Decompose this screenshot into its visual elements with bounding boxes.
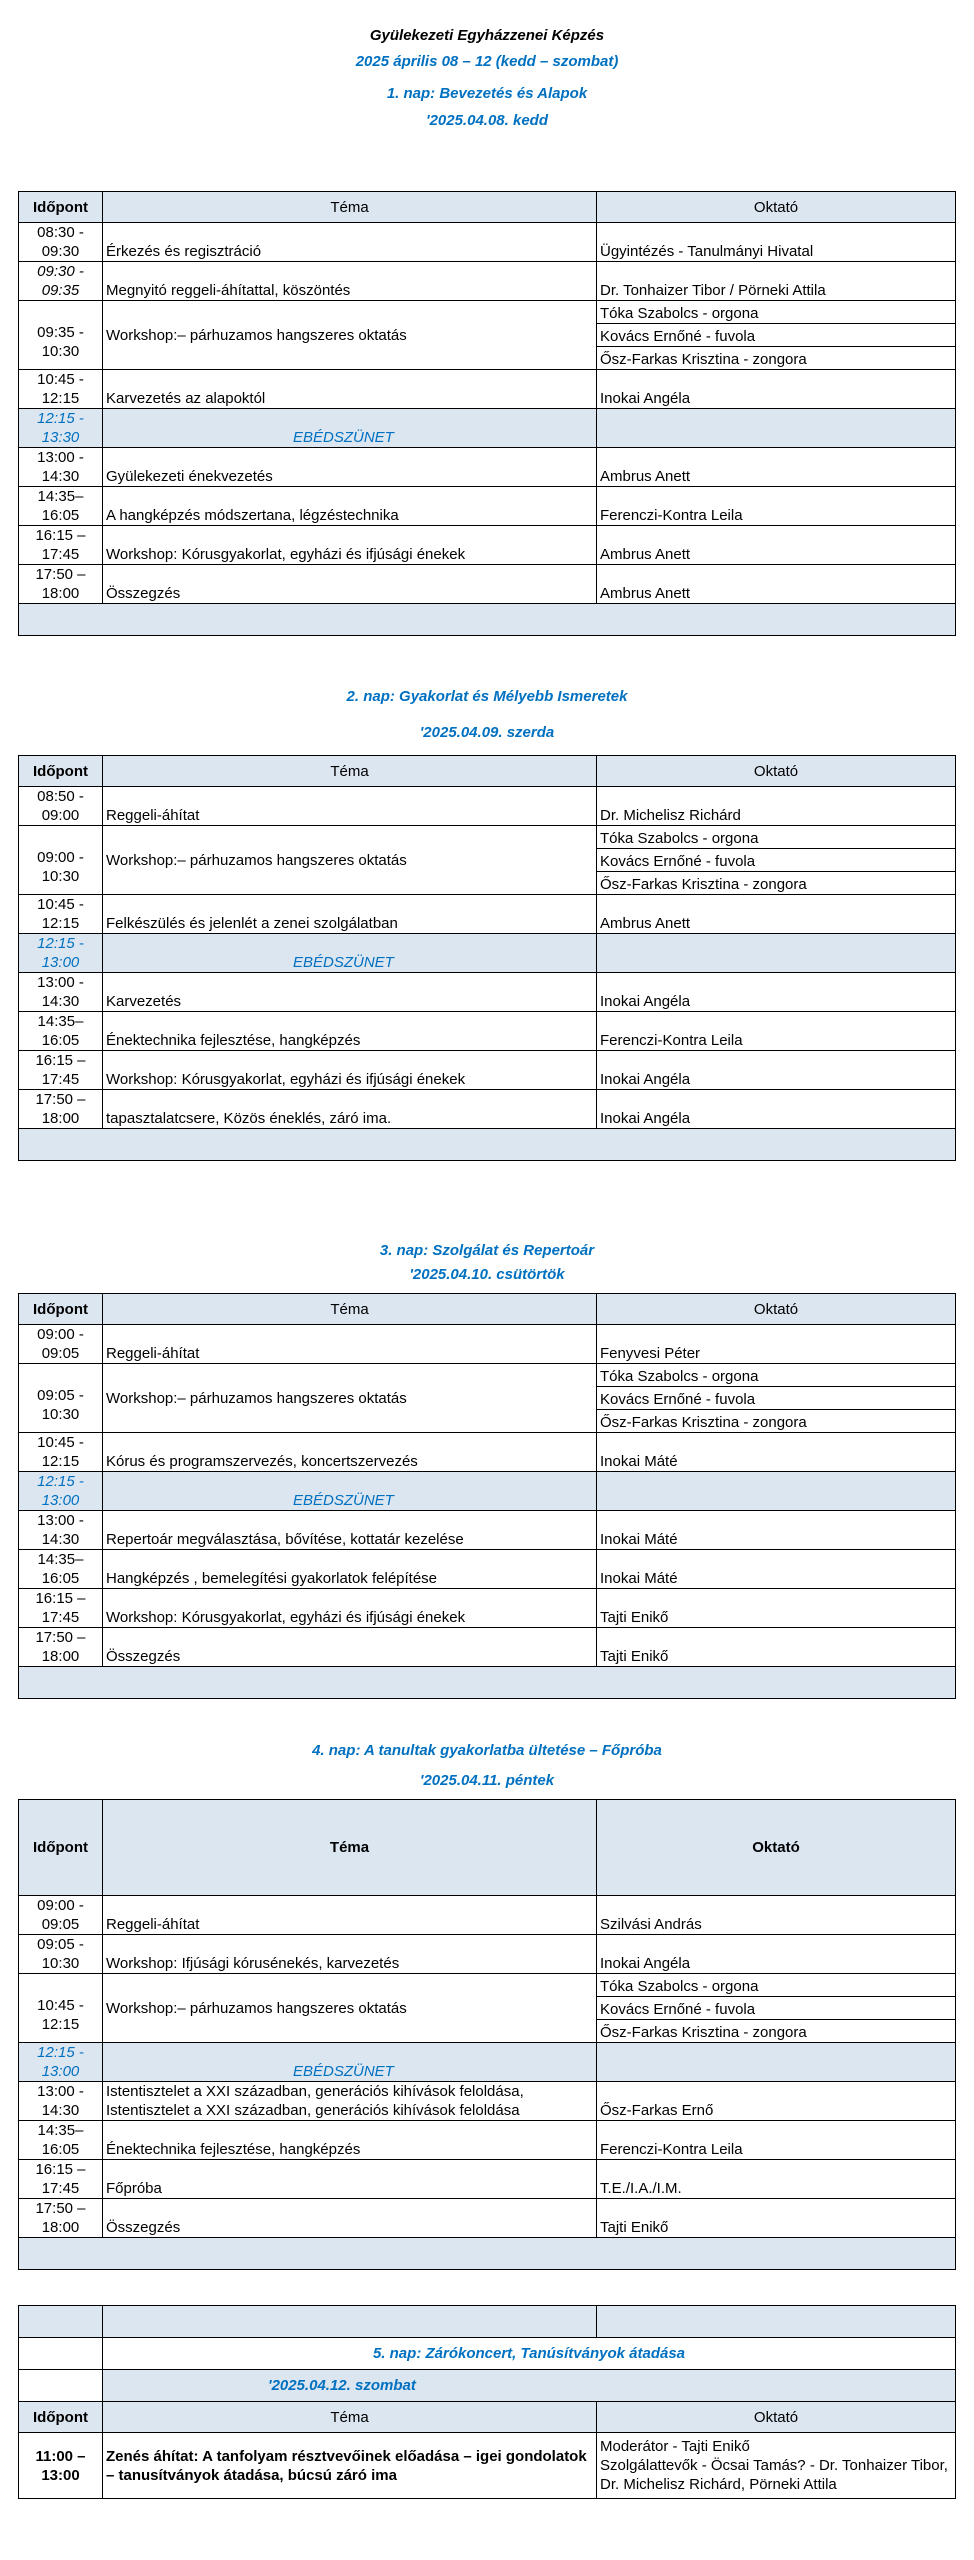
topic-cell: Repertoár megválasztása, bővítése, kottatár kezelése — [103, 1511, 597, 1550]
table-row — [19, 1051, 956, 1090]
topic-cell: Istentisztelet a XXI században, generációs kihívások feloldása, Istentisztelet a XXI században, generációs kihívások feloldása — [103, 2082, 597, 2121]
teacher-cell: Dr. Tonhaizer Tibor / Pörneki Attila — [597, 262, 956, 301]
table-row — [19, 370, 956, 409]
time-cell: 16:15 – 17:45 — [19, 2160, 103, 2199]
schedule-table — [18, 1799, 956, 2270]
time-cell: 12:15 - 13:00 — [19, 2043, 103, 2082]
col-header-time: Időpont — [19, 756, 103, 787]
table-row — [19, 301, 956, 324]
time-cell: 13:00 - 14:30 — [19, 973, 103, 1012]
topic-cell: Workshop:– párhuzamos hangszeres oktatás — [103, 826, 597, 895]
topic-cell: Workshop: Kórusgyakorlat, egyházi és ifjúsági énekek — [103, 1051, 597, 1090]
teacher-cell: Fenyvesi Péter — [597, 1325, 956, 1364]
teacher-cell — [597, 2043, 956, 2082]
teacher-cell: Ambrus Anett — [597, 526, 956, 565]
lunch-label: EBÉDSZÜNET — [103, 409, 597, 448]
teacher-cell: Inokai Angéla — [597, 973, 956, 1012]
table-row — [19, 1974, 956, 1997]
topic-cell: Reggeli-áhítat — [103, 1325, 597, 1364]
time-cell: 08:30 - 09:30 — [19, 223, 103, 262]
topic-cell: tapasztalatcsere, Közös éneklés, záró ima. — [103, 1090, 597, 1129]
topic-cell: Workshop:– párhuzamos hangszeres oktatás — [103, 1974, 597, 2043]
teacher-cell: Ősz-Farkas Krisztina - zongora — [597, 2020, 956, 2043]
lunch-row — [19, 934, 956, 973]
time-cell: 09:00 - 10:30 — [19, 826, 103, 895]
lunch-label: EBÉDSZÜNET — [103, 1472, 597, 1511]
table-row — [19, 826, 956, 849]
day-date: '2025.04.09. szerda — [419, 724, 555, 741]
time-cell: 16:15 – 17:45 — [19, 1051, 103, 1090]
teacher-cell: Szilvási András — [597, 1896, 956, 1935]
day-title: 2. nap: Gyakorlat és Mélyebb Ismeretek — [346, 688, 628, 705]
table-row — [19, 1550, 956, 1589]
teacher-cell: Kovács Ernőné - fuvola — [597, 324, 956, 347]
col-header-topic: Téma — [103, 1800, 597, 1896]
teacher-cell: Dr. Michelisz Richárd — [597, 787, 956, 826]
time-cell: 12:15 - 13:00 — [19, 934, 103, 973]
header-row — [19, 1800, 956, 1896]
time-cell: 13:00 - 14:30 — [19, 1511, 103, 1550]
table-row — [19, 526, 956, 565]
table-row — [19, 262, 956, 301]
teacher-cell: Inokai Máté — [597, 1511, 956, 1550]
topic-cell: Reggeli-áhítat — [103, 1896, 597, 1935]
teacher-cell: Tajti Enikő — [597, 1628, 956, 1667]
time-cell: 17:50 – 18:00 — [19, 565, 103, 604]
time-cell: 13:00 - 14:30 — [19, 2082, 103, 2121]
schedule-table — [18, 191, 956, 636]
teacher-cell: Ambrus Anett — [597, 895, 956, 934]
col-header-topic: Téma — [103, 1294, 597, 1325]
teacher-cell: T.E./I.A./I.M. — [597, 2160, 956, 2199]
day-title: 4. nap: A tanultak gyakorlatba ültetése – Főpróba — [312, 1742, 662, 1759]
table-row — [19, 1896, 956, 1935]
table-row — [19, 1589, 956, 1628]
col-header-topic: Téma — [103, 2402, 597, 2433]
teacher-cell: Inokai Angéla — [597, 370, 956, 409]
table-row — [19, 973, 956, 1012]
teacher-cell: Ügyintézés - Tanulmányi Hivatal — [597, 223, 956, 262]
footer-cell — [19, 604, 956, 636]
footer-row — [19, 604, 956, 636]
header-row — [19, 756, 956, 787]
topic-cell: Karvezetés — [103, 973, 597, 1012]
day-date: '2025.04.12. szombat — [103, 2370, 956, 2402]
teacher-cell: Tóka Szabolcs - orgona — [597, 1364, 956, 1387]
day-date: '2025.04.11. péntek — [419, 1772, 555, 1789]
teacher-cell: Ferenczi-Kontra Leila — [597, 1012, 956, 1051]
col-header-time: Időpont — [19, 1800, 103, 1896]
time-cell: 08:50 - 09:00 — [19, 787, 103, 826]
teacher-cell: Ambrus Anett — [597, 448, 956, 487]
teacher-cell: Tóka Szabolcs - orgona — [597, 826, 956, 849]
time-cell: 14:35– 16:05 — [19, 2121, 103, 2160]
teacher-cell: Kovács Ernőné - fuvola — [597, 1997, 956, 2020]
lunch-row — [19, 2043, 956, 2082]
topic-cell: Énektechnika fejlesztése, hangképzés — [103, 2121, 597, 2160]
time-cell: 10:45 - 12:15 — [19, 370, 103, 409]
topic-cell: Hangképzés , bemelegítési gyakorlatok felépítése — [103, 1550, 597, 1589]
table-row — [19, 1364, 956, 1387]
table-row — [19, 1090, 956, 1129]
teacher-cell: Tóka Szabolcs - orgona — [597, 301, 956, 324]
topic-cell: Összegzés — [103, 1628, 597, 1667]
teacher-cell: Inokai Angéla — [597, 1051, 956, 1090]
table-row — [19, 2160, 956, 2199]
teacher-cell — [597, 1472, 956, 1511]
table-row — [19, 448, 956, 487]
topic-cell: Főpróba — [103, 2160, 597, 2199]
time-cell: 09:30 - 09:35 — [19, 262, 103, 301]
topic-cell: Workshop: Kórusgyakorlat, egyházi és ifjúsági énekek — [103, 526, 597, 565]
teacher-cell: Inokai Angéla — [597, 1935, 956, 1974]
teacher-cell: Ősz-Farkas Krisztina - zongora — [597, 347, 956, 370]
col-header-teacher: Oktató — [597, 2402, 956, 2433]
table-row — [19, 1433, 956, 1472]
doc-title: Gyülekezeti Egyházzenei Képzés — [369, 27, 605, 44]
topic-cell: Felkészülés és jelenlét a zenei szolgálatban — [103, 895, 597, 934]
table-row — [19, 1935, 956, 1974]
day-title: 3. nap: Szolgálat és Repertoár — [379, 1242, 595, 1259]
table-row — [19, 487, 956, 526]
time-cell: 14:35– 16:05 — [19, 1550, 103, 1589]
time-cell: 09:05 - 10:30 — [19, 1935, 103, 1974]
time-cell: 12:15 - 13:30 — [19, 409, 103, 448]
schedule-table — [18, 1293, 956, 1699]
col-header-teacher: Oktató — [597, 1294, 956, 1325]
footer-row — [19, 1129, 956, 1161]
day-date: '2025.04.10. csütörtök — [409, 1266, 565, 1283]
time-cell: 13:00 - 14:30 — [19, 448, 103, 487]
table-row — [19, 1325, 956, 1364]
teacher-cell: Kovács Ernőné - fuvola — [597, 849, 956, 872]
teacher-cell — [597, 409, 956, 448]
table-row — [19, 1511, 956, 1550]
table-row — [19, 1012, 956, 1051]
table-row — [19, 2082, 956, 2121]
teacher-cell: Ősz-Farkas Krisztina - zongora — [597, 1410, 956, 1433]
time-cell: 10:45 - 12:15 — [19, 1974, 103, 2043]
table-row — [19, 1628, 956, 1667]
topic-cell: Reggeli-áhítat — [103, 787, 597, 826]
time-cell: 09:00 - 09:05 — [19, 1896, 103, 1935]
col-header-topic: Téma — [103, 756, 597, 787]
teacher-cell: Inokai Máté — [597, 1550, 956, 1589]
lunch-label: EBÉDSZÜNET — [103, 2043, 597, 2082]
footer-row — [19, 2238, 956, 2270]
footer-cell — [19, 1129, 956, 1161]
schedule-table — [18, 755, 956, 1161]
col-header-teacher: Oktató — [597, 1800, 956, 1896]
topic-cell: Karvezetés az alapoktól — [103, 370, 597, 409]
topic-cell: Kórus és programszervezés, koncertszervezés — [103, 1433, 597, 1472]
topic-cell: Workshop: Ifjúsági kórusénekés, karvezetés — [103, 1935, 597, 1974]
teacher-cell: Kovács Ernőné - fuvola — [597, 1387, 956, 1410]
teacher-cell: Ősz-Farkas Krisztina - zongora — [597, 872, 956, 895]
col-header-time: Időpont — [19, 2402, 103, 2433]
footer-cell — [19, 2238, 956, 2270]
teacher-cell: Tajti Enikő — [597, 1589, 956, 1628]
col-header-time: Időpont — [19, 1294, 103, 1325]
topic-cell: Összegzés — [103, 2199, 597, 2238]
teacher-cell: Ambrus Anett — [597, 565, 956, 604]
time-cell: 14:35– 16:05 — [19, 487, 103, 526]
time-cell: 11:00 – 13:00 — [19, 2433, 103, 2499]
time-cell: 14:35– 16:05 — [19, 1012, 103, 1051]
time-cell: 16:15 – 17:45 — [19, 526, 103, 565]
time-cell: 16:15 – 17:45 — [19, 1589, 103, 1628]
teacher-cell: Ősz-Farkas Ernő — [597, 2082, 956, 2121]
topic-cell: Megnyitó reggeli-áhítattal, köszöntés — [103, 262, 597, 301]
table-row — [19, 787, 956, 826]
time-cell: 17:50 – 18:00 — [19, 1090, 103, 1129]
time-cell: 09:35 - 10:30 — [19, 301, 103, 370]
time-cell: 10:45 - 12:15 — [19, 895, 103, 934]
time-cell: 09:00 - 09:05 — [19, 1325, 103, 1364]
lunch-row — [19, 409, 956, 448]
topic-cell: Énektechnika fejlesztése, hangképzés — [103, 1012, 597, 1051]
time-cell: 17:50 – 18:00 — [19, 1628, 103, 1667]
table-row — [19, 565, 956, 604]
time-cell: 12:15 - 13:00 — [19, 1472, 103, 1511]
teacher-cell: Inokai Máté — [597, 1433, 956, 1472]
col-header-time: Időpont — [19, 192, 103, 223]
col-header-teacher: Oktató — [597, 756, 956, 787]
topic-cell: Érkezés és regisztráció — [103, 223, 597, 262]
lunch-label: EBÉDSZÜNET — [103, 934, 597, 973]
topic-cell: Összegzés — [103, 565, 597, 604]
teacher-cell: Inokai Angéla — [597, 1090, 956, 1129]
footer-row — [19, 1667, 956, 1699]
header-row — [19, 192, 956, 223]
topic-cell: Zenés áhítat: A tanfolyam résztvevőinek előadása – igei gondolatok – tanusítványok átadása, búcsú záró ima — [103, 2433, 597, 2499]
topic-cell: Workshop:– párhuzamos hangszeres oktatás — [103, 1364, 597, 1433]
footer-cell — [19, 1667, 956, 1699]
teacher-cell: Tóka Szabolcs - orgona — [597, 1974, 956, 1997]
teacher-cell: Tajti Enikő — [597, 2199, 956, 2238]
topic-cell: Workshop: Kórusgyakorlat, egyházi és ifjúsági énekek — [103, 1589, 597, 1628]
topic-cell: A hangképzés módszertana, légzéstechnika — [103, 487, 597, 526]
table-row — [19, 223, 956, 262]
table-row — [19, 2199, 956, 2238]
table-row — [19, 895, 956, 934]
teacher-cell — [597, 934, 956, 973]
topic-cell: Workshop:– párhuzamos hangszeres oktatás — [103, 301, 597, 370]
teacher-cell: Ferenczi-Kontra Leila — [597, 2121, 956, 2160]
time-cell: 09:05 - 10:30 — [19, 1364, 103, 1433]
time-cell: 10:45 - 12:15 — [19, 1433, 103, 1472]
doc-dates: 2025 április 08 – 12 (kedd – szombat) — [355, 53, 619, 70]
teacher-cell: Ferenczi-Kontra Leila — [597, 487, 956, 526]
col-header-teacher: Oktató — [597, 192, 956, 223]
day-date: '2025.04.08. kedd — [426, 112, 548, 129]
final-table — [18, 2305, 956, 2499]
time-cell: 17:50 – 18:00 — [19, 2199, 103, 2238]
table-row — [19, 2121, 956, 2160]
day-title: 1. nap: Bevezetés és Alapok — [386, 85, 588, 102]
col-header-topic: Téma — [103, 192, 597, 223]
teacher-cell: Moderátor - Tajti Enikő Szolgálattevők - Öcsai Tamás? - Dr. Tonhaizer Tibor, Dr. Michelisz Richárd, Pörneki Attila — [597, 2433, 956, 2499]
lunch-row — [19, 1472, 956, 1511]
day-title: 5. nap: Zárókoncert, Tanúsítványok átadása — [103, 2338, 956, 2370]
topic-cell: Gyülekezeti énekvezetés — [103, 448, 597, 487]
header-row — [19, 1294, 956, 1325]
